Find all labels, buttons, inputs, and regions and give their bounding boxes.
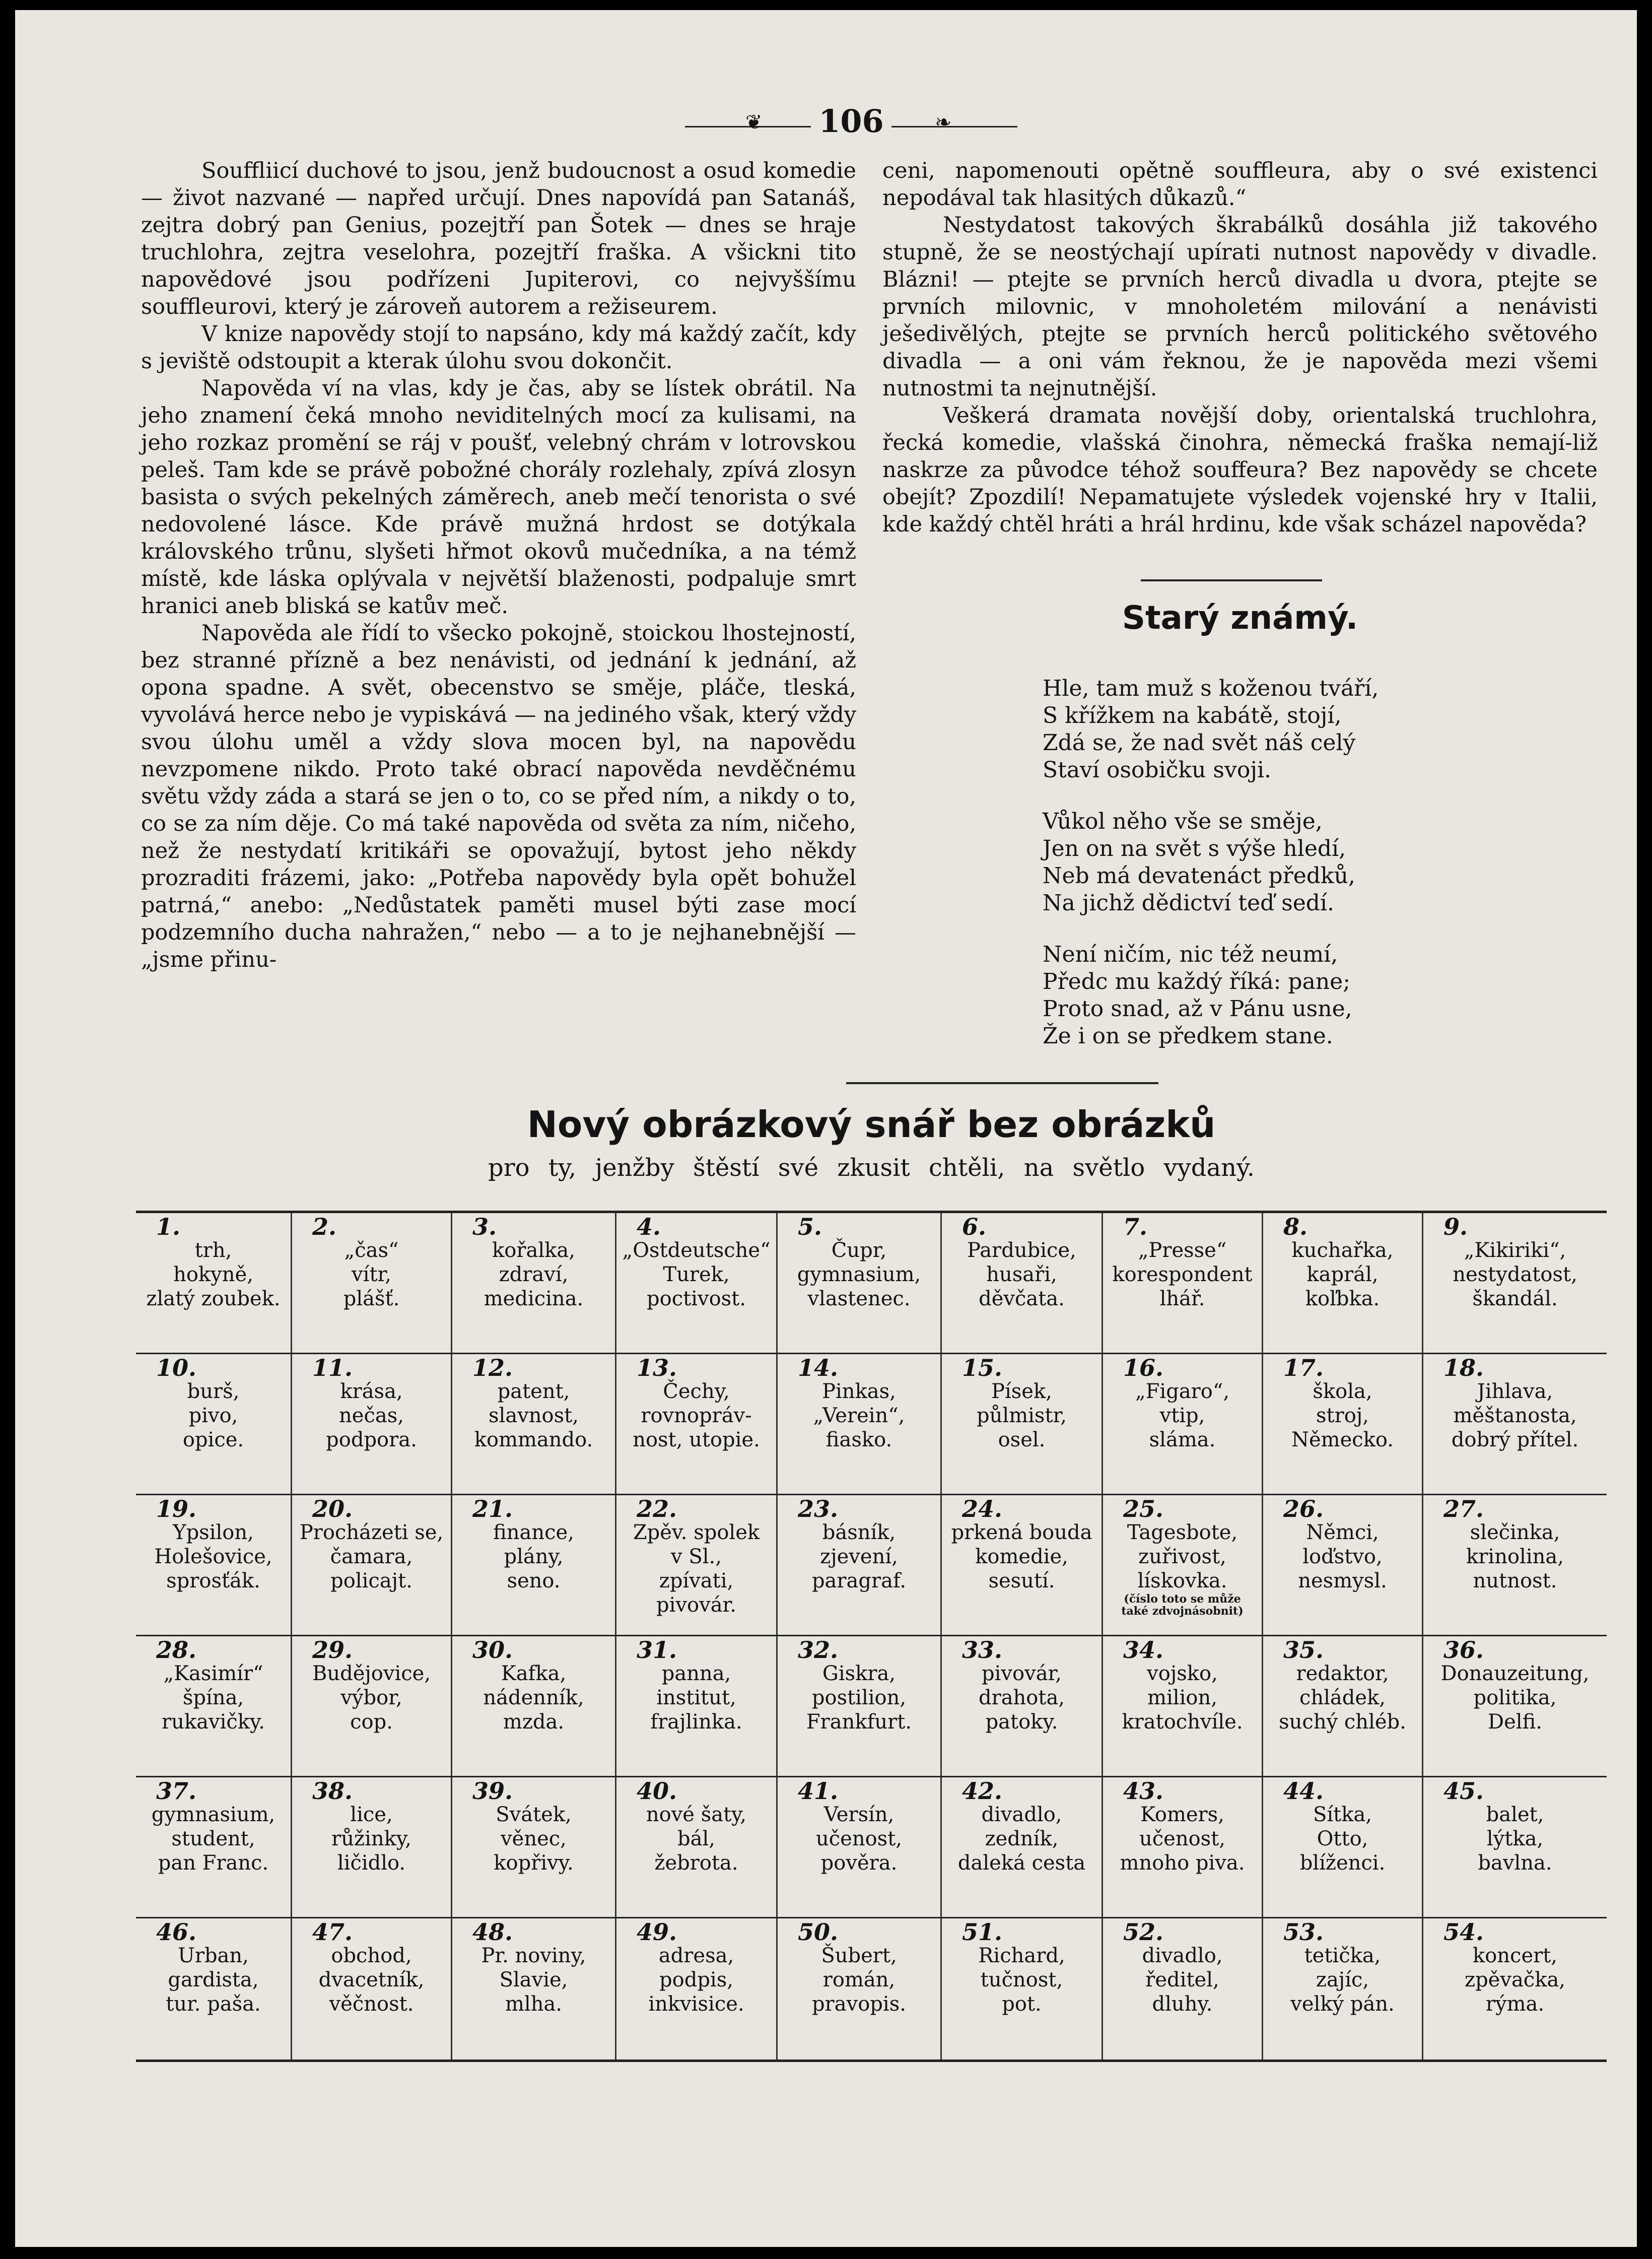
cell-text: Němci, loďstvo, nesmysl. [1298, 1521, 1387, 1592]
table-cell [136, 1918, 292, 2059]
cell-text: tetička, zajíc, velký pán. [1290, 1944, 1395, 2016]
table-cell [136, 1354, 292, 1494]
table-cell [942, 1213, 1103, 1353]
table-cell [778, 1213, 942, 1353]
table-cell [452, 1495, 616, 1635]
cell-text: Tagesbote, zuřivost, lískovka. [1127, 1521, 1238, 1592]
cell-text: Čechy, rovnopráv- nost, utopie. [633, 1380, 760, 1451]
table-cell [942, 1636, 1103, 1776]
cell-text: „Presse“ korespondent lhář. [1112, 1239, 1253, 1310]
article-column-left [141, 157, 856, 973]
table-cell [616, 1495, 778, 1635]
cell-text: Písek, půlmistr, osel. [977, 1380, 1067, 1451]
poem-line: S křížkem na kabátě, stojí, [1043, 703, 1342, 728]
table-cell [778, 1495, 942, 1635]
table-cell [1103, 1213, 1263, 1353]
cell-number: 4. [637, 1213, 661, 1240]
cell-text: „Figaro“, vtip, sláma. [1135, 1380, 1230, 1451]
cell-number: 2. [312, 1213, 337, 1240]
poem-line: Hle, tam muž s koženou tváří, [1043, 676, 1379, 701]
article-paragraph: Veškerá dramata novější doby, orientalská truchlohra, řecká komedie, vlašská činohra, německá fraška nemají-liž naskrze za původce téhož souffeura? Bez napovědy se chcete obejít? Zpozdilí! Nepamatujete výsledek vojenské hry v Italii, kde každý chtěl hráti a hrál hrdinu, kde však scházel napověda? [882, 403, 1598, 537]
cell-number: 47. [312, 1918, 353, 1946]
cell-number: 27. [1443, 1495, 1484, 1522]
cell-number: 38. [312, 1777, 353, 1805]
dreambook-table [136, 1211, 1607, 2062]
poem-line: Není ničím, nic též neumí, [1043, 942, 1338, 967]
table-cell [292, 1918, 452, 2059]
cell-text: Pr. noviny, Slavie, mlha. [481, 1944, 586, 2016]
cell-number: 50. [798, 1918, 839, 1946]
divider [1141, 579, 1322, 581]
table-cell [942, 1918, 1103, 2059]
cell-number: 18. [1443, 1354, 1484, 1381]
cell-text: Donauzeitung, politika, Delfi. [1440, 1662, 1590, 1734]
cell-text: Šubert, román, pravopis. [812, 1944, 906, 2016]
poem-line: Proto snad, až v Pánu usne, [1043, 996, 1352, 1022]
page-number: 106 [818, 103, 884, 140]
table-cell [1263, 1213, 1423, 1353]
cell-number: 12. [472, 1354, 513, 1381]
table-row [136, 1495, 1607, 1636]
cell-number: 6. [962, 1213, 987, 1240]
table-cell [1263, 1777, 1423, 1917]
cell-text: Čupr, gymnasium, vlastenec. [797, 1239, 921, 1310]
cell-number: 28. [156, 1636, 197, 1664]
table-row [136, 1354, 1607, 1495]
table-cell [1423, 1777, 1607, 1917]
cell-number: 9. [1443, 1213, 1468, 1240]
table-cell [452, 1777, 616, 1917]
article-paragraph: Nestydatost takových škrabálků dosáhla již takového stupně, že se neostýchají upírati nutnost napovědy v divadle. Blázni! — ptejte se prvních herců divadla u dvora, ptejte se prvních milovnic, v mnoholetém milování a nenávisti ješedivělých, ptejte se prvních herců politického světového divadla — a oni vám řeknou, že je napověda mezi všemi nutnostmi ta nejnutnější. [882, 213, 1598, 401]
cell-text: balet, lýtka, bavlna. [1478, 1803, 1552, 1875]
cell-text: trh, hokyně, zlatý zoubek. [146, 1239, 281, 1310]
table-cell [1423, 1495, 1607, 1635]
cell-number: 19. [156, 1495, 197, 1522]
cell-number: 37. [156, 1777, 197, 1805]
cell-text: vojsko, milion, kratochvíle. [1122, 1662, 1243, 1734]
cell-text: Pardubice, husaři, děvčata. [967, 1239, 1076, 1310]
table-cell [1263, 1495, 1423, 1635]
poem-line: Na jichž dědictví teď sedí. [1043, 890, 1334, 916]
cell-number: 30. [472, 1636, 513, 1664]
cell-note: (číslo toto se může také zdvojnásobnit) [1121, 1592, 1244, 1618]
cell-number: 26. [1283, 1495, 1324, 1522]
cell-number: 42. [962, 1777, 1003, 1805]
cell-number: 53. [1283, 1918, 1324, 1946]
cell-text: Versín, učenost, pověra. [816, 1803, 902, 1875]
table-cell [292, 1354, 452, 1494]
poem-line: Jen on na svět s výše hledí, [1043, 836, 1346, 861]
cell-text: Ypsilon, Holešovice, sprosťák. [154, 1521, 272, 1592]
cell-text: Budějovice, výbor, cop. [312, 1662, 431, 1734]
cell-text: Giskra, postilion, Frankfurt. [806, 1662, 912, 1734]
article-paragraph: Napověda ví na vlas, kdy je čas, aby se lístek obrátil. Na jeho znamení čeká mnoho neviditelných mocí za kulisami, na jeho rozkaz promění se ráj v poušť, velebný chrám v lotrovskou peleš. Tam kde se právě pobožné chorály rozlehaly, zpívá zlosyn basista o svých pekelných záměrech, aneb mečí tenorista o své nedovolené lásce. Kde právě mužná hrdost se dotýkala královského trůnu, slyšeti hřmot okovů mučedníka, a na témž místě, kde láska oplývala v největší blaženosti, podpaluje smrt hranici aneb bliská se katův meč. [141, 376, 856, 619]
ornament-flourish-right-icon: ❧ [935, 111, 952, 134]
article-paragraph: Napověda ale řídí to všecko pokojně, stoickou lhostejností, bez stranné přízně a bez nenávisti, od jednání k jednání, až opona spadne. A svět, obecenstvo se směje, pláče, tleská, vyvolává herce nebo je vypiskává — na jediného však, který vždy svou úlohu uměl a vždy slova mocen byl, na napovědu nevzpomene nikdo. Proto také obrací napověda nevděčnému světu vždy záda a stará se jen o to, co se před ním, a nikdy o to, co se za ním děje. Co má také napověda od světa za ním, ničeho, než že nestydatí kritikáři se opovažují, bytost jeho někdy prozraditi frázemi, jako: „Potřeba napovědy byla opět bohužel patrná,“ anebo: „Nedůstatek paměti musel býti zase mocí podzemního ducha nahražen,“ nebo — a to je nejhanebnější — „jsme přinu- [141, 621, 856, 972]
cell-number: 14. [798, 1354, 839, 1381]
ornament-flourish-left-icon: ❦ [745, 111, 763, 134]
article-paragraph: Souffliicí duchové to jsou, jenž budoucnost a osud komedie — život nazvané — napřed určují. Dnes napovídá pan Satanáš, zejtra dobrý pan Genius, pozejtří pan Šotek — dnes se hraje truchlohra, zejtra veselohra, pozejtří fraška. A všickni tito napovědové jsou podřízeni Jupiterovi, co nejvyššímu souffleurovi, který je zároveň autorem a režiseurem. [141, 158, 856, 319]
cell-text: gymnasium, student, pan Franc. [151, 1803, 276, 1875]
article-paragraph: V knize napovědy stojí to napsáno, kdy má každý začít, kdy s jeviště odstoupit a kterak úlohu svou dokončit. [141, 321, 856, 374]
table-row [136, 1636, 1607, 1777]
cell-number: 7. [1123, 1213, 1148, 1240]
cell-text: patent, slavnost, kommando. [474, 1380, 593, 1451]
poem-line: Vůkol něho vše se směje, [1043, 809, 1323, 834]
table-cell [1263, 1918, 1423, 2059]
cell-number: 29. [312, 1636, 353, 1664]
cell-number: 5. [798, 1213, 822, 1240]
cell-number: 15. [962, 1354, 1003, 1381]
cell-text: škola, stroj, Německo. [1291, 1380, 1394, 1451]
cell-number: 25. [1123, 1495, 1164, 1522]
cell-number: 41. [798, 1777, 839, 1805]
table-cell [616, 1213, 778, 1353]
table-row [136, 1213, 1607, 1354]
cell-number: 31. [637, 1636, 677, 1664]
table-cell [292, 1777, 452, 1917]
table-cell [292, 1213, 452, 1353]
table-cell [616, 1777, 778, 1917]
cell-number: 3. [472, 1213, 497, 1240]
cell-number: 49. [637, 1918, 677, 1946]
table-cell [942, 1495, 1103, 1635]
table-cell [292, 1495, 452, 1635]
cell-number: 48. [472, 1918, 513, 1946]
table-cell [616, 1918, 778, 2059]
cell-text: Sítka, Otto, blíženci. [1299, 1803, 1386, 1875]
cell-number: 52. [1123, 1918, 1164, 1946]
cell-number: 36. [1443, 1636, 1484, 1664]
cell-text: divadlo, zedník, daleká cesta [957, 1803, 1086, 1875]
ornament-line-right [891, 126, 1017, 132]
table-row [136, 1918, 1607, 2059]
cell-text: kořalka, zdraví, medicina. [484, 1239, 584, 1310]
page-number-header [670, 91, 1032, 151]
table-cell [452, 1636, 616, 1776]
poem-line: Neb má devatenáct předků, [1043, 863, 1355, 889]
table-cell [1423, 1354, 1607, 1494]
cell-number: 43. [1123, 1777, 1164, 1805]
cell-number: 17. [1283, 1354, 1324, 1381]
table-cell [1103, 1636, 1263, 1776]
cell-text: Zpěv. spolek v Sl., zpívati, pivovár. [633, 1521, 760, 1617]
cell-number: 32. [798, 1636, 839, 1664]
cell-number: 8. [1283, 1213, 1308, 1240]
cell-text: nové šaty, bál, žebrota. [646, 1803, 747, 1875]
poem-line: Předc mu každý říká: pane; [1043, 969, 1351, 994]
cell-number: 44. [1283, 1777, 1324, 1805]
table-cell [1103, 1777, 1263, 1917]
cell-text: koncert, zpěvačka, rýma. [1465, 1944, 1565, 2016]
table-cell [452, 1354, 616, 1494]
cell-text: slečinka, krinolina, nutnost. [1466, 1521, 1564, 1592]
table-cell [942, 1777, 1103, 1917]
cell-text: Komers, učenost, mnoho piva. [1120, 1803, 1245, 1875]
cell-number: 46. [156, 1918, 197, 1946]
table-cell [1423, 1918, 1607, 2059]
cell-text: Svátek, věnec, kopřivy. [494, 1803, 574, 1875]
poem-stanza [1043, 941, 1597, 1050]
cell-text: kuchařka, kaprál, koľbka. [1291, 1239, 1394, 1310]
cell-number: 13. [637, 1354, 677, 1381]
table-cell [452, 1918, 616, 2059]
divider [846, 1082, 1158, 1084]
cell-text: adresa, podpis, inkvisice. [648, 1944, 744, 2016]
table-cell [292, 1636, 452, 1776]
cell-number: 10. [156, 1354, 197, 1381]
cell-number: 20. [312, 1495, 353, 1522]
poem-title: Starý známý. [1122, 600, 1358, 637]
table-cell [942, 1354, 1103, 1494]
cell-text: Urban, gardista, tur. paša. [166, 1944, 261, 2016]
table-cell [616, 1636, 778, 1776]
cell-number: 22. [637, 1495, 677, 1522]
cell-text: krása, nečas, podpora. [326, 1380, 417, 1451]
cell-text: prkená bouda komedie, sesutí. [951, 1521, 1092, 1592]
poem-line: Že i on se předkem stane. [1043, 1023, 1333, 1049]
cell-text: Jihlava, měštanosta, dobrý přítel. [1451, 1380, 1579, 1451]
table-cell [1103, 1354, 1263, 1494]
cell-text: básník, zjevení, paragraf. [811, 1521, 907, 1592]
table-cell [1423, 1213, 1607, 1353]
section-subtitle: pro ty, jenžby štěstí své zkusit chtěli, na světlo vydaný. [488, 1154, 1255, 1182]
article-column-right [882, 157, 1598, 538]
table-cell [1103, 1918, 1263, 2059]
poem-line: Zdá se, že nad svět náš celý [1043, 730, 1356, 756]
section-title: Nový obrázkový snář bez obrázků [527, 1103, 1216, 1146]
cell-text: divadlo, ředitel, dluhy. [1142, 1944, 1223, 2016]
cell-text: finance, plány, seno. [493, 1521, 574, 1592]
cell-number: 54. [1443, 1918, 1484, 1946]
cell-number: 23. [798, 1495, 839, 1522]
table-cell [1263, 1354, 1423, 1494]
article-paragraph: ceni, napomenouti opětně souffleura, aby o své existenci nepodával tak hlasitých důkazů.“ [882, 158, 1598, 211]
cell-text: Procházeti se, čamara, policajt. [299, 1521, 444, 1592]
cell-number: 24. [962, 1495, 1003, 1522]
cell-number: 51. [962, 1918, 1003, 1946]
cell-text: „Ostdeutsche“ Turek, poctivost. [622, 1239, 771, 1310]
poem [1043, 675, 1597, 1074]
table-cell [778, 1636, 942, 1776]
cell-text: „Kasimír“ špína, rukavičky. [162, 1662, 265, 1734]
cell-number: 40. [637, 1777, 677, 1805]
cell-text: obchod, dvacetník, věčnost. [318, 1944, 425, 2016]
cell-text: Kafka, nádenník, mzda. [483, 1662, 584, 1734]
cell-text: panna, institut, frajlinka. [650, 1662, 742, 1734]
table-cell [136, 1213, 292, 1353]
poem-stanza [1043, 808, 1597, 917]
cell-text: redaktor, chládek, suchý chléb. [1279, 1662, 1406, 1734]
table-cell [1103, 1495, 1263, 1635]
cell-text: „čas“ vítr, plášť. [343, 1239, 400, 1310]
table-cell [452, 1213, 616, 1353]
newspaper-page [15, 10, 1637, 2247]
cell-number: 34. [1123, 1636, 1164, 1664]
poem-line: Staví osobičku svoji. [1043, 757, 1272, 783]
table-cell [1423, 1636, 1607, 1776]
poem-stanza [1043, 675, 1597, 784]
cell-text: pivovár, drahota, patoky. [978, 1662, 1065, 1734]
table-cell [616, 1354, 778, 1494]
table-row [136, 1777, 1607, 1918]
cell-number: 39. [472, 1777, 513, 1805]
cell-number: 11. [312, 1354, 353, 1381]
cell-text: Pinkas, „Verein“, fiasko. [813, 1380, 905, 1451]
table-cell [136, 1636, 292, 1776]
cell-text: burš, pivo, opice. [182, 1380, 244, 1451]
cell-number: 1. [156, 1213, 181, 1240]
table-cell [136, 1495, 292, 1635]
table-cell [778, 1354, 942, 1494]
cell-number: 35. [1283, 1636, 1324, 1664]
table-cell [778, 1777, 942, 1917]
cell-text: Richard, tučnost, pot. [978, 1944, 1065, 2016]
cell-text: „Kikiriki“, nestydatost, škandál. [1453, 1239, 1577, 1310]
table-cell [1263, 1636, 1423, 1776]
table-cell [778, 1918, 942, 2059]
cell-number: 21. [472, 1495, 513, 1522]
cell-text: lice, růžinky, ličidlo. [331, 1803, 411, 1875]
cell-number: 16. [1123, 1354, 1164, 1381]
cell-number: 45. [1443, 1777, 1484, 1805]
cell-number: 33. [962, 1636, 1003, 1664]
table-cell [136, 1777, 292, 1917]
